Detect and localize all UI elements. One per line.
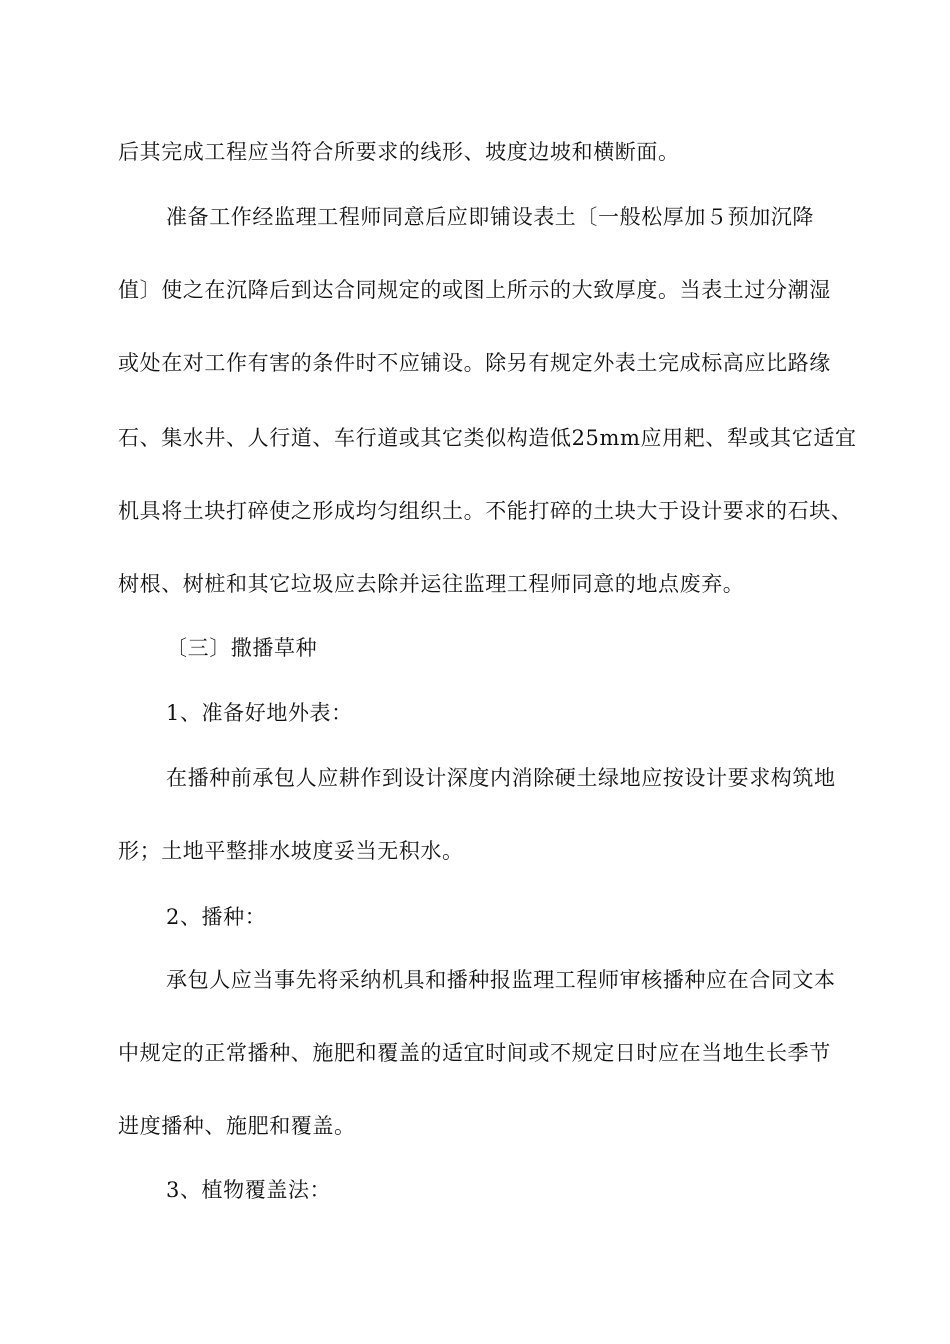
text-line-5: 石、集水井、人行道、车行道或其它类似构造低25mm应用耙、犁或其它适宜 bbox=[118, 426, 857, 450]
text-line-2: 准备工作经监理工程师同意后应即铺设表土〔一般松厚加５预加沉降 bbox=[166, 205, 814, 229]
text-line-15: 进度播种、施肥和覆盖。 bbox=[118, 1114, 356, 1138]
text-line-14: 中规定的正常播种、施肥和覆盖的适宜时间或不规定日时应在当地生长季节 bbox=[118, 1041, 831, 1065]
text-line-1: 后其完成工程应当符合所要求的线形、坡度边坡和横断面。 bbox=[118, 140, 680, 164]
text-line-10: 在播种前承包人应耕作到设计深度内消除硬土绿地应按设计要求构筑地 bbox=[166, 766, 836, 790]
text-line-4: 或处在对工作有害的条件时不应铺设。除另有规定外表土完成标高应比路缘 bbox=[118, 351, 831, 375]
text-line-13: 承包人应当事先将采纳机具和播种报监理工程师审核播种应在合同文本 bbox=[166, 968, 836, 992]
text-line-6: 机具将土块打碎使之形成均匀组织土。不能打碎的土块大于设计要求的石块、 bbox=[118, 499, 853, 523]
text-line-11: 形；土地平整排水坡度妥当无积水。 bbox=[118, 839, 464, 863]
text-line-3: 值〕使之在沉降后到达合同规定的或图上所示的大致厚度。当表土过分潮湿 bbox=[118, 278, 831, 302]
subheading-3: 3、植物覆盖法： bbox=[166, 1178, 332, 1202]
subheading-1: 1、准备好地外表： bbox=[166, 701, 353, 725]
section-heading-sowing: 〔三〕撒播草种 bbox=[166, 636, 318, 660]
subheading-2: 2、播种： bbox=[166, 905, 267, 929]
text-line-7: 树根、树桩和其它垃圾应去除并运往监理工程师同意的地点废弃。 bbox=[118, 572, 745, 596]
